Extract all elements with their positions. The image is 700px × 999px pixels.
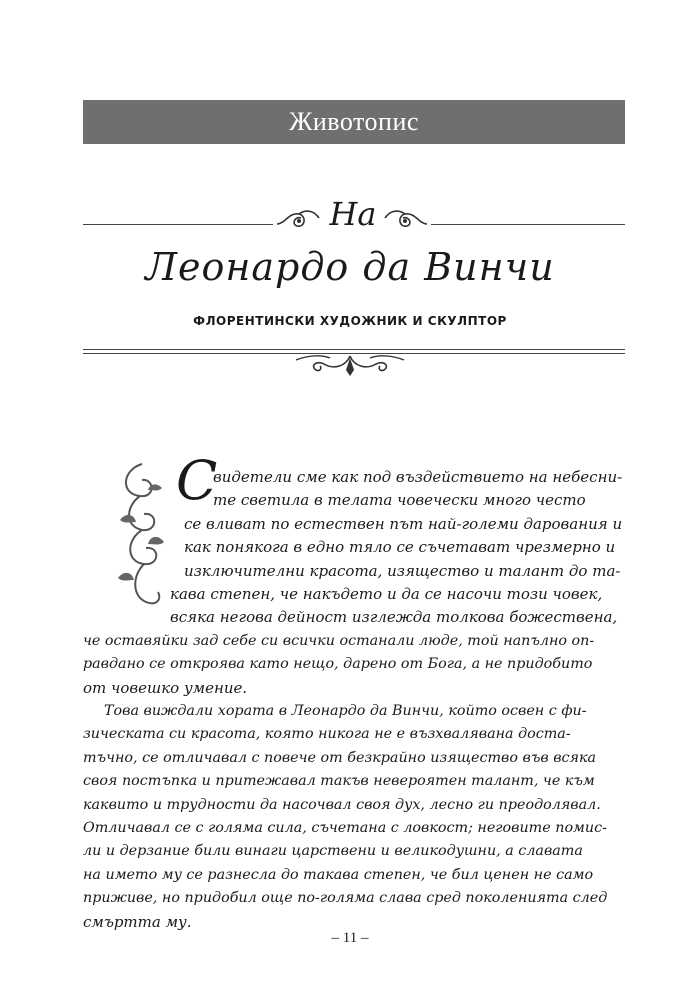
title-rule-top-right [431, 224, 625, 225]
paragraph2-line: на името му се разнесла до такава степен, че бил ценен не само [83, 867, 594, 883]
chapter-header-title: Животопис [289, 107, 419, 136]
paragraph1-line: всяка негова дейност изглежда толкова божествена, [170, 608, 618, 626]
chapter-header-bar [83, 100, 625, 144]
title-main: Леонардо да Винчи [145, 245, 555, 289]
paragraph1-line: че оставяйки зад себе си всички останали люде, той напълно оп- [83, 633, 595, 649]
paragraph2-line: своя постъпка и притежавал такъв невероятен талант, че към [83, 773, 595, 789]
paragraph1-line: се вливат по естествен път най-големи дарования и [184, 515, 623, 533]
title-subtitle: ФЛОРЕНТИНСКИ ХУДОЖНИК И СКУЛПТОР [193, 314, 507, 328]
title-prefix: На [329, 195, 377, 233]
paragraph2-line: ли и дерзание били винаги царствени и великодушни, а славата [83, 843, 583, 859]
page-number: – 11 – [331, 930, 369, 946]
paragraph2-line: приживе, но придобил още по-голяма слава сред поколенията след [83, 890, 608, 906]
flourish-ornament-icon [290, 352, 410, 382]
paragraph2-line: каквито и трудности да насочвал своя дух, лесно ги преодолявал. [83, 797, 601, 813]
drop-cap-vine-ornament-icon [112, 460, 172, 610]
paragraph2-line: Това виждали хората в Леонардо да Винчи, който освен с фи- [104, 703, 587, 719]
paragraph1-line: изключителни красота, изящество и талант до та- [184, 562, 621, 580]
paragraph2-line: Отличавал се с голяма сила, съчетана с ловкост; неговите помис- [83, 820, 607, 836]
drop-cap-letter: С [176, 449, 218, 512]
paragraph1-line: те светила в телата човечески много често [213, 491, 586, 509]
title-rule-bottom-1 [83, 349, 625, 350]
scroll-ornament-right-icon [383, 204, 429, 234]
title-rule-top-left [83, 224, 273, 225]
paragraph2-line: смъртта му. [83, 913, 192, 931]
paragraph1-line: от човешко умение. [83, 679, 248, 697]
paragraph1-line: равдано се откроява като нещо, дарено от Бога, а не придобито [83, 656, 593, 672]
paragraph1-line: как понякога в едно тяло се съчетават чрезмерно и [184, 538, 616, 556]
paragraph1-line: видетели сме как под въздействието на небесни- [213, 468, 623, 486]
paragraph1-line: кава степен, че накъдето и да се насочи този човек, [170, 585, 603, 603]
paragraph2-line: зическата си красота, която никога не е възхвалявана доста- [83, 726, 571, 742]
scroll-ornament-left-icon [275, 204, 321, 234]
paragraph2-line: тъчно, се отличавал с повече от безкрайно изящество във всяка [83, 750, 597, 766]
